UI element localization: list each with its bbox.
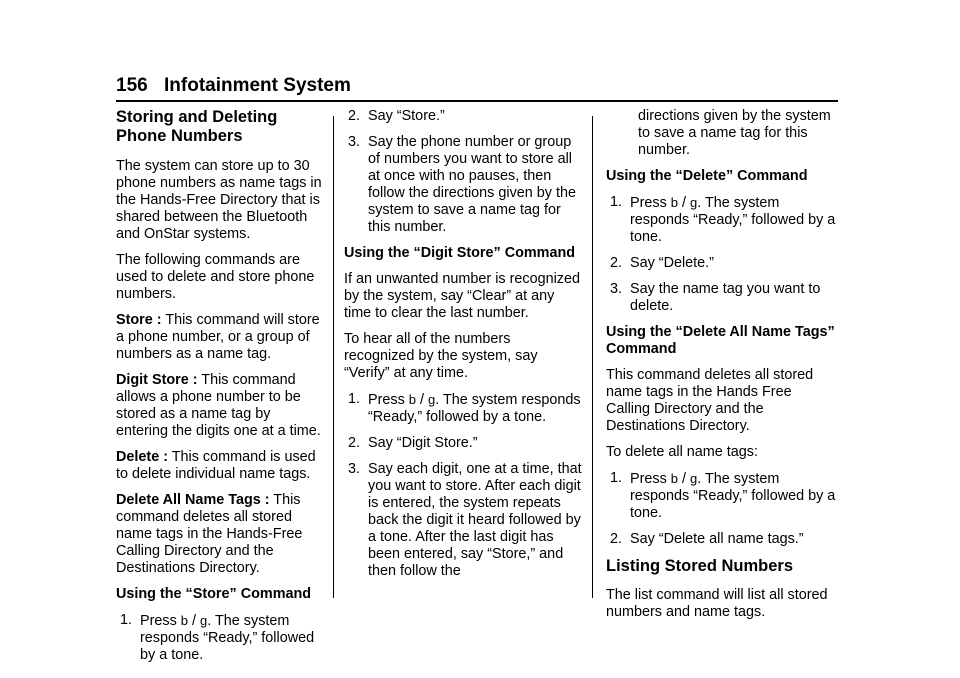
step-number: 2. bbox=[609, 255, 622, 271]
def-text: This command allows a phone number to be stored as a name tag by entering the digits one at a time. bbox=[116, 372, 321, 439]
intro-paragraph: The system can store up to 30 phone numbers as name tags in the Hands-Free Directory that is shared between the Bluetooth and OnStar systems. bbox=[116, 158, 322, 242]
phone-icon: g bbox=[200, 613, 208, 628]
step-text: Press bbox=[140, 613, 181, 629]
column-3 bbox=[606, 108, 838, 630]
push-to-talk-icon: b bbox=[670, 195, 679, 210]
section-title: Infotainment System bbox=[164, 75, 351, 96]
step-text: directions given by the system to save a name tag for this number. bbox=[638, 108, 831, 158]
continued-step bbox=[606, 108, 838, 159]
step-text: Press bbox=[630, 471, 671, 487]
def-term: Digit Store : bbox=[116, 372, 198, 388]
step-number: 1. bbox=[119, 612, 132, 628]
column-1 bbox=[116, 108, 324, 673]
heading-delete-all: Using the “Delete All Name Tags” Command bbox=[606, 324, 835, 357]
def-text: This command is used to delete individual name tags. bbox=[116, 449, 316, 482]
paragraph: To hear all of the numbers recognized by the system, say “Verify” at any time. bbox=[344, 331, 538, 381]
heading-listing-stored: Listing Stored Numbers bbox=[606, 557, 794, 575]
step-text: . The system responds “Ready,” followed by a tone. bbox=[630, 471, 836, 521]
heading-store-command: Using the “Store” Command bbox=[116, 586, 312, 602]
column-divider bbox=[333, 116, 334, 598]
list-item bbox=[344, 108, 584, 125]
list-item bbox=[116, 612, 324, 664]
header-rule bbox=[116, 100, 838, 102]
def-store bbox=[116, 312, 324, 363]
def-delete bbox=[116, 449, 324, 483]
column-divider bbox=[592, 116, 593, 598]
step-text: . The system responds “Ready,” followed by a tone. bbox=[140, 613, 315, 663]
push-to-talk-icon: b bbox=[408, 392, 417, 407]
step-number: 2. bbox=[609, 531, 622, 547]
page-number: 156 bbox=[116, 75, 148, 96]
step-number: 1. bbox=[609, 194, 622, 210]
step-number: 1. bbox=[347, 391, 360, 407]
paragraph: The list command will list all stored numbers and name tags. bbox=[606, 587, 828, 620]
step-text: Press bbox=[368, 392, 409, 408]
phone-icon: g bbox=[690, 471, 698, 486]
paragraph: If an unwanted number is recognized by the system, say “Clear” at any time to clear the last number. bbox=[344, 271, 580, 321]
push-to-talk-icon: b bbox=[670, 471, 679, 486]
def-term: Delete : bbox=[116, 449, 168, 465]
def-term: Store : bbox=[116, 312, 162, 328]
column-2 bbox=[344, 108, 584, 589]
push-to-talk-icon: b bbox=[180, 613, 189, 628]
step-text: . The system responds “Ready,” followed by a tone. bbox=[368, 392, 581, 425]
step-number: 3. bbox=[609, 281, 622, 297]
heading-delete-command: Using the “Delete” Command bbox=[606, 168, 808, 184]
list-item bbox=[606, 470, 838, 522]
list-item bbox=[344, 134, 584, 236]
list-item bbox=[606, 281, 838, 315]
step-text: Say the name tag you want to delete. bbox=[630, 281, 821, 314]
phone-icon: g bbox=[428, 392, 436, 407]
paragraph: To delete all name tags: bbox=[606, 444, 758, 460]
list-item bbox=[344, 461, 584, 580]
def-text: This command deletes all stored name tags in the Hands-Free Calling Directory and the Destinations Directory. bbox=[116, 492, 303, 576]
def-delete-all bbox=[116, 492, 324, 577]
paragraph: This command deletes all stored name tags in the Hands Free Calling Directory and the Destinations Directory. bbox=[606, 367, 814, 434]
list-item bbox=[344, 391, 584, 426]
step-text: . The system responds “Ready,” followed by a tone. bbox=[630, 195, 836, 245]
step-text: Say “Delete.” bbox=[630, 255, 714, 271]
step-text: Say each digit, one at a time, that you want to store. After each digit is entered, the system repeats back the digit it heard followed by a tone. After the last digit has been entered, say “Store,” and then follow the bbox=[368, 461, 582, 579]
phone-icon: g bbox=[690, 195, 698, 210]
step-text: Say “Digit Store.” bbox=[368, 435, 478, 451]
list-item bbox=[606, 255, 838, 272]
def-text: This command will store a phone number, or a group of numbers as a name tag. bbox=[116, 312, 320, 362]
heading-storing-deleting: Storing and Deleting Phone Numbers bbox=[116, 108, 278, 145]
step-number: 3. bbox=[347, 134, 360, 150]
list-item bbox=[606, 531, 838, 548]
intro-paragraph-2: The following commands are used to delete and store phone numbers. bbox=[116, 252, 315, 302]
list-item bbox=[606, 194, 838, 246]
step-number: 2. bbox=[347, 108, 360, 124]
step-text: Say the phone number or group of numbers you want to store all at once with no pauses, then follow the directions given by the system to save a name tag for this number. bbox=[368, 134, 576, 235]
step-text: Say “Store.” bbox=[368, 108, 445, 124]
slash: / bbox=[188, 613, 201, 629]
slash: / bbox=[416, 392, 429, 408]
def-term: Delete All Name Tags : bbox=[116, 492, 270, 508]
heading-digit-store: Using the “Digit Store” Command bbox=[344, 245, 576, 261]
slash: / bbox=[678, 195, 691, 211]
list-item bbox=[344, 435, 584, 452]
slash: / bbox=[678, 471, 691, 487]
step-number: 2. bbox=[347, 435, 360, 451]
step-number: 3. bbox=[347, 461, 360, 477]
step-number: 1. bbox=[609, 470, 622, 486]
def-digit-store bbox=[116, 372, 324, 440]
step-text: Say “Delete all name tags.” bbox=[630, 531, 804, 547]
step-text: Press bbox=[630, 195, 671, 211]
page-header bbox=[116, 69, 838, 109]
